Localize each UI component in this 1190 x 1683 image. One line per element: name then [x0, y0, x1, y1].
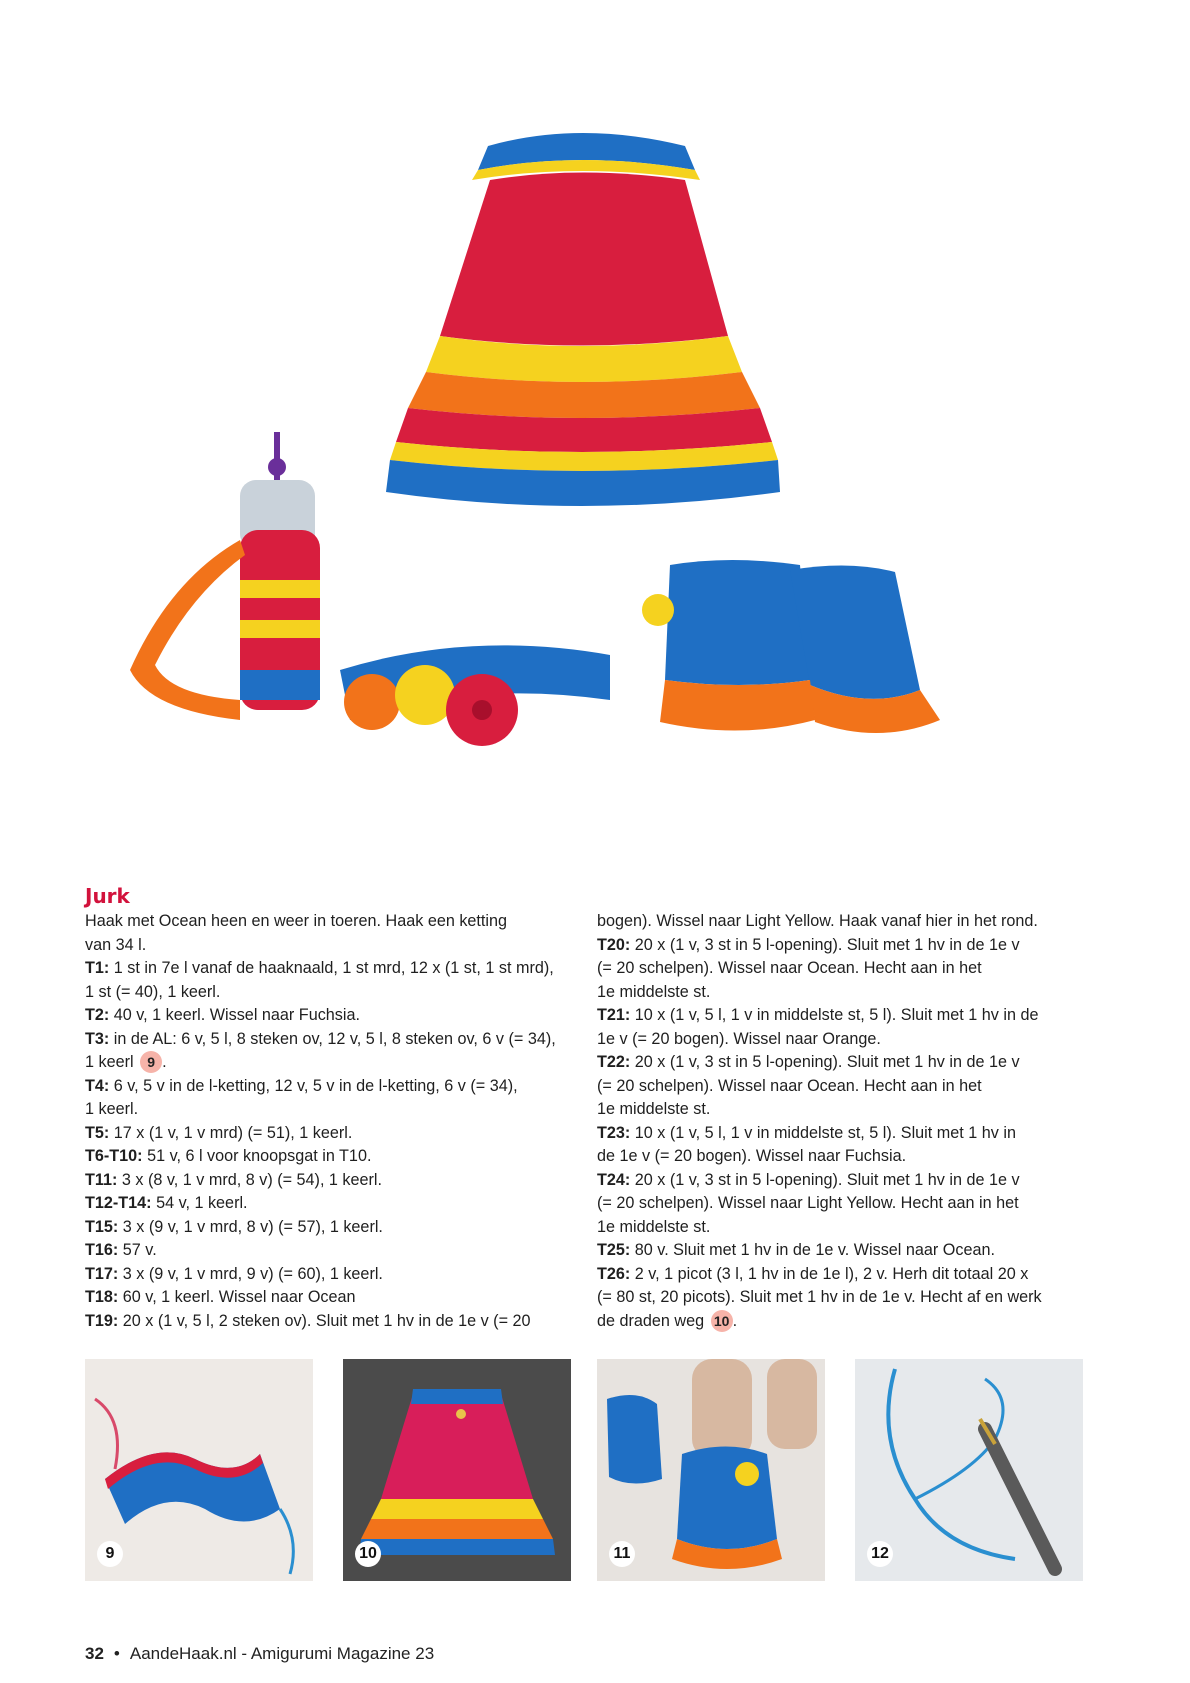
step-photo-10: [343, 1359, 571, 1581]
hero-photo: [110, 110, 1040, 850]
text-line: T3: in de AL: 6 v, 5 l, 8 steken ov, 12 v, 5 l, 8 steken ov, 6 v (= 34),: [85, 1029, 556, 1048]
text-line: 1 st (= 40), 1 keerl.: [85, 982, 221, 1001]
text-line: T16: 57 v.: [85, 1241, 157, 1259]
page-footer: [85, 1644, 434, 1664]
instructions-right-column: [597, 910, 1097, 1333]
text-line: de 1e v (= 20 bogen). Wissel naar Fuchsia.: [597, 1147, 907, 1165]
text-line: T15: 3 x (9 v, 1 v mrd, 8 v) (= 57), 1 keerl.: [85, 1217, 383, 1236]
text-line: 1e v (= 20 bogen). Wissel naar Orange.: [597, 1029, 881, 1048]
text-line: van 34 l.: [85, 935, 147, 954]
page-number: 32: [85, 1644, 104, 1663]
step-photo-12: [855, 1359, 1083, 1581]
text-line: T22: 20 x (1 v, 3 st in 5 l-opening). Sluit met 1 hv in de 1e v: [597, 1053, 1020, 1071]
text-line: 1e middelste st.: [597, 1100, 711, 1118]
text-line: Haak met Ocean heen en weer in toeren. Haak een ketting: [85, 912, 508, 930]
step-number: 11: [609, 1541, 635, 1567]
section-heading: Jurk: [85, 884, 130, 908]
footer-separator: •: [113, 1644, 120, 1663]
text-line: T6-T10: 51 v, 6 l voor knoopsgat in T10.: [85, 1147, 372, 1165]
text-line: T18: 60 v, 1 keerl. Wissel naar Ocean: [85, 1288, 356, 1306]
text-line: T4: 6 v, 5 v in de l-ketting, 12 v, 5 v in de l-ketting, 6 v (= 34),: [85, 1076, 518, 1095]
text-line: (= 80 st, 20 picots). Sluit met 1 hv in de 1e v. Hecht af en werk: [597, 1288, 1042, 1306]
bottle-holder-illustration: [130, 432, 320, 720]
text-line: 1e middelste st.: [597, 982, 711, 1001]
dress-illustration: [386, 133, 780, 506]
text-line: T20: 20 x (1 v, 3 st in 5 l-opening). Sluit met 1 hv in de 1e v: [597, 935, 1020, 954]
text-line: T25: 80 v. Sluit met 1 hv in de 1e v. Wissel naar Ocean.: [597, 1241, 995, 1259]
text-line: T26: 2 v, 1 picot (3 l, 1 hv in de 1e l), 2 v. Herh dit totaal 20 x: [597, 1264, 1029, 1283]
text-line: T19: 20 x (1 v, 5 l, 2 steken ov). Sluit met 1 hv in de 1e v (= 20: [85, 1311, 531, 1330]
step-number: 9: [97, 1541, 123, 1567]
publication-name: AandeHaak.nl - Amigurumi Magazine 23: [129, 1644, 435, 1663]
text-line: T1: 1 st in 7e l vanaf de haaknaald, 1 st mrd, 12 x (1 st, 1 st mrd),: [85, 959, 554, 977]
step-photo-9: [85, 1359, 313, 1581]
text-line: T2: 40 v, 1 keerl. Wissel naar Fuchsia.: [85, 1006, 360, 1024]
text-line: T23: 10 x (1 v, 5 l, 1 v in middelste st, 5 l). Sluit met 1 hv in: [597, 1123, 1016, 1142]
instructions-left-column: [85, 910, 585, 1333]
step-badge: 9: [140, 1051, 162, 1073]
headband-illustration: [340, 645, 610, 746]
text-line: T12-T14: 54 v, 1 keerl.: [85, 1194, 248, 1212]
text-line: bogen). Wissel naar Light Yellow. Haak vanaf hier in het rond.: [597, 912, 1038, 930]
text-line: (= 20 schelpen). Wissel naar Ocean. Hecht aan in het: [597, 1076, 982, 1095]
boots-illustration: [642, 560, 940, 733]
text-line: de draden weg 10 .: [597, 1311, 738, 1330]
text-line: T21: 10 x (1 v, 5 l, 1 v in middelste st, 5 l). Sluit met 1 hv in de: [597, 1006, 1039, 1024]
text-line: 1e middelste st.: [597, 1217, 711, 1236]
step-badge: 10: [711, 1310, 733, 1332]
text-line: (= 20 schelpen). Wissel naar Ocean. Hecht aan in het: [597, 959, 982, 977]
text-line: T24: 20 x (1 v, 3 st in 5 l-opening). Sluit met 1 hv in de 1e v: [597, 1170, 1020, 1189]
step-photo-11: [597, 1359, 825, 1581]
step-number: 10: [355, 1541, 381, 1567]
step-number: 12: [867, 1541, 893, 1567]
text-line: 1 keerl 9 .: [85, 1053, 167, 1071]
text-line: (= 20 schelpen). Wissel naar Light Yellow. Hecht aan in het: [597, 1194, 1019, 1212]
text-line: 1 keerl.: [85, 1100, 139, 1118]
text-line: T17: 3 x (9 v, 1 v mrd, 9 v) (= 60), 1 keerl.: [85, 1264, 383, 1283]
text-line: T5: 17 x (1 v, 1 v mrd) (= 51), 1 keerl.: [85, 1123, 353, 1142]
text-line: T11: 3 x (8 v, 1 v mrd, 8 v) (= 54), 1 keerl.: [85, 1170, 383, 1189]
